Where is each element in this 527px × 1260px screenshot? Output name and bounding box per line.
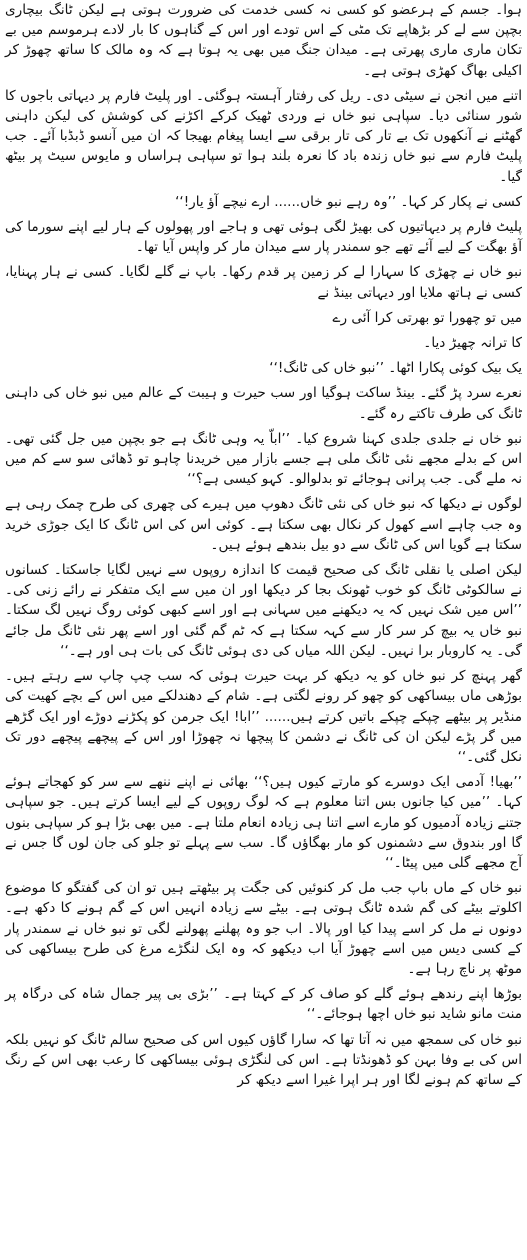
- paragraph: نبو خاں کے ماں باپ جب مل کر کنوئیں کی جگت پر بیٹھتے ہیں تو ان کی گفتگو کا موضوع اکلوتے بیٹے کی گم شدہ ٹانگ ہوتی ہے۔ بیٹے سے زیادہ انہیں اس کے گم ہونے کا دکھ ہے۔ دونوں نے مل کر اسے پیدا کیا اور پالا۔ اب جو وہ پھلنے پھولنے لگی تو نبو خاں نے سمندر پار کے کسی دیس میں اسے چھوڑ آیا اب دیکھو کہ وہ ایک لنگڑے مرغ کی طرح بیساکھی کی موٹھ پر ناچ رہا ہے۔: [5, 880, 522, 977]
- paragraph: نبو خاں نے جلدی جلدی کہنا شروع کیا۔ ’’اباّ یہ وہی ٹانگ ہے جو بچپن میں جل گئی تھی۔ اس کے بدلے مجھے نئی ٹانگ ملی ہے جسے بازار میں خریدنا چاہو تو ڈھائی سو سے کم میں نہ ملے گی۔ جب پرانی ہوجائے تو بدلوالو۔ کہو کیسی ہے؟‘‘: [5, 430, 522, 488]
- paragraph: ’’بھیا! آدمی ایک دوسرے کو مارتے کیوں ہیں؟‘‘ بھائی نے اپنے ننھے سے سر کو کھجاتے ہوئے کہا۔ ’’میں کیا جانوں بس اتنا معلوم ہے کہ لوگ روپوں کے لیے ایسا کرتے ہیں۔ جو سپاہی جتنے زیادہ آدمیوں کو مارے اسے اتنا ہی زیادہ انعام ملتا ہے۔ میں بھی بڑا ہو کر سپاہی بنوں گا اور بندوق سے دشمنوں کو مار بھگاؤں گا۔ سب سے پہلے تو جلو کی جان لوں گا جس نے آج مجھے گلی میں پیٹا۔‘‘: [5, 774, 522, 871]
- paragraph: لوگوں نے دیکھا کہ نبو خاں کی نئی ٹانگ دھوپ میں ہیرے کی چھری کی طرح چمک رہی ہے وہ جب چاہے اسے کھول کر نکال بھی سکتا ہے۔ کوئی اس کی اس ٹانگ کا ایک جوڑی خرید سکتا ہے گویا اس کی ٹانگ سے دو بیل بندھے ہوئے ہیں۔: [5, 496, 522, 553]
- paragraph: ہوا۔ جسم کے ہرعضو کو کسی نہ کسی خدمت کی ضرورت ہوتی ہے لیکن ٹانگ بیچاری بچپن سے لے کر بڑھاپے تک مٹی کے اس تودے اور اس کے گناہوں کا بار لادے ہرموسم میں بے تکان ماری ماری پھرتی ہے۔ میدان جنگ میں بھی یہ ہوتا ہے کہ وہ مالک کا ساتھ چھوڑ کر اکیلی بھاگ کھڑی ہوتی ہے۔: [5, 2, 522, 79]
- paragraph: گھر پہنچ کر نبو خاں کو یہ دیکھ کر بہت حیرت ہوئی کہ سب چپ چاپ سے رہتے ہیں۔ بوڑھی ماں بیساکھی کو چھو کر رونے لگتی ہے۔ شام کے دھندلکے میں اس کے بچے کھیت کی منڈیر پر بیٹھے چپکے چپکے باتیں کرتے ہیں...... ’’ابا! ایک جرمن کو پکڑنے دوڑے اور ایک گڑھے میں گر پڑے لیکن ان کی ٹانگ نے دشمن کا پیچھا نہ چھوڑا اور اس کے پیچھے پیچھے دور تک نکل گئی۔‘‘: [5, 668, 522, 765]
- paragraph: کسی نے پکار کر کہا۔ ’’وہ رہے نبو خاں...... ارے نیچے آؤ یار!‘‘: [175, 193, 522, 210]
- paragraph: نبو خاں نے چھڑی کا سہارا لے کر زمین پر قدم رکھا۔ باپ نے گلے لگایا۔ کسی نے ہار پہنایا، کسی نے ہاتھ ملایا اور دیہاتی بینڈ نے: [5, 264, 522, 301]
- document-page: [5, 0, 522, 1260]
- song-line: میں تو چھورا تو بھرتی کرا آئی رے: [332, 309, 522, 326]
- paragraph: نعرے سرد پڑ گئے۔ بینڈ ساکت ہوگیا اور سب حیرت و ہیبت کے عالم میں نبو خاں کی داہنی ٹانگ کی طرف تاکتے رہ گئے۔: [5, 385, 522, 422]
- paragraph: لیکن اصلی یا نقلی ٹانگ کی صحیح قیمت کا اندازہ روپوں سے نہیں لگایا جاسکتا۔ کسانوں نے سالکوٹی ٹانگ کو خوب ٹھونک بجا کر دیکھا اور ان میں سے ایک متفکر نے رائے زنی کی۔ ’’اس میں شک نہیں کہ یہ دیکھنے میں سہانی ہے اور اسے کبھی کوئی روگ نہیں لگ سکتا۔ نبو خاں یہ بیچ کر سر کار سے کہہ سکتا ہے کہ ٹم گم گئی اور اسے پھر نئی ٹانگ مل جائے گی۔ یہ کاروبار برا نہیں۔ لیکن اللہ میاں کی دی ہوئی ٹانگ کی بات ہی اور ہے۔‘‘: [5, 562, 522, 659]
- paragraph: اتنے میں انجن نے سیٹی دی۔ ریل کی رفتار آہستہ ہوگئی۔ اور پلیٹ فارم پر دیہاتی باجوں کا شور سنائی دیا۔ سپاہی نبو خاں نے وردی ٹھیک کرکے اکڑنے کی کوشش کی لیکن داہنی گھٹنے نے آنکھوں تک بے تار کی تار برقی سے ایسا پیغام بھیجا کہ ان میں آنسو ڈبڈبا آئے۔ جب پلیٹ فارم سے نبو خاں زندہ باد کا نعرہ بلند ہوا تو سپاہی ہراساں و مایوس سیٹ پر بیٹھ گیا۔: [5, 87, 522, 185]
- paragraph: پلیٹ فارم پر دیہاتیوں کی بھیڑ لگی ہوئی تھی و ہاجے اور پھولوں کے ہار لیے اپنے سورما کی آؤ بھگت کے لیے آئے تھے جو سمندر پار سے میدان مار کر واپس آیا تھا۔: [5, 219, 522, 256]
- paragraph: یک بیک کوئی پکارا اٹھا۔ ’’نبو خاں کی ٹانگ!‘‘: [269, 360, 522, 377]
- paragraph: نبو خاں کی سمجھ میں نہ آتا تھا کہ سارا گاؤں کیوں اس کی صحیح سالم ٹانگ کو نہیں بلکہ اس کی بے وفا بہن کو ڈھونڈتا ہے۔ اس کی لنگڑی ہوئی بیساکھی کا رعب بھی اس کے رنگ کے ساتھ کم ہونے لگا اور ہر اپرا غیرا اسے دیکھ کر: [5, 1031, 522, 1088]
- paragraph: بوڑھا اپنے رندھے ہوئے گلے کو صاف کر کے کہتا ہے۔ ’’بڑی بی پیر جمال شاہ کی درگاہ پر منت مانو شاید نبو خاں اچھا ہوجائے۔‘‘: [5, 986, 522, 1023]
- paragraph: کا ترانہ چھیڑ دیا۔: [423, 335, 522, 352]
